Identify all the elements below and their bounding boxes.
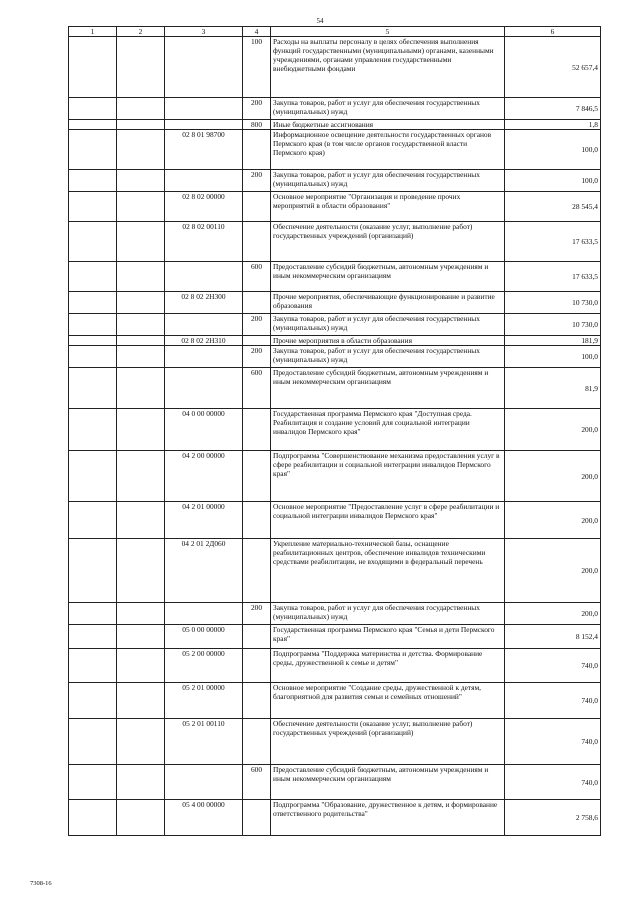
cell-subsection — [117, 451, 165, 502]
cell-subsection — [117, 683, 165, 719]
cell-expense-type: 200 — [243, 346, 271, 368]
cell-description: Информационное освещение деятельности государственных органов Пермского края (в том числе органов государственной власти Пермского края) — [271, 130, 505, 170]
budget-table — [68, 26, 601, 836]
table-row — [69, 765, 601, 800]
cell-target-article: 02 8 01 98700 — [165, 130, 243, 170]
cell-amount: 10 730,0 — [505, 314, 601, 336]
cell-section — [69, 314, 117, 336]
cell-target-article: 04 2 01 2Д060 — [165, 539, 243, 603]
cell-target-article: 04 2 00 00000 — [165, 451, 243, 502]
cell-description: Государственная программа Пермского края "Доступная среда. Реабилитация и создание условий для социальной интеграции инвалидов Пермского края" — [271, 409, 505, 451]
cell-description: Предоставление субсидий бюджетным, автономным учреждениям и иным некоммерческим организациям — [271, 765, 505, 800]
cell-section — [69, 170, 117, 192]
cell-section — [69, 262, 117, 292]
cell-section — [69, 368, 117, 409]
cell-target-article — [165, 98, 243, 120]
cell-description: Закупка товаров, работ и услуг для обеспечения государственных (муниципальных) нужд — [271, 346, 505, 368]
table-row — [69, 625, 601, 649]
table-row — [69, 539, 601, 603]
cell-target-article — [165, 262, 243, 292]
cell-amount: 200,0 — [505, 409, 601, 451]
cell-section — [69, 649, 117, 683]
cell-section — [69, 502, 117, 539]
cell-subsection — [117, 120, 165, 130]
cell-description: Закупка товаров, работ и услуг для обеспечения государственных (муниципальных) нужд — [271, 98, 505, 120]
cell-subsection — [117, 292, 165, 314]
cell-section — [69, 37, 117, 98]
cell-target-article — [165, 314, 243, 336]
cell-expense-type: 600 — [243, 262, 271, 292]
column-header: 6 — [505, 27, 601, 37]
table-row — [69, 451, 601, 502]
cell-target-article: 02 8 02 00110 — [165, 222, 243, 262]
cell-description: Иные бюджетные ассигнования — [271, 120, 505, 130]
cell-subsection — [117, 222, 165, 262]
cell-subsection — [117, 130, 165, 170]
cell-section — [69, 800, 117, 836]
cell-section — [69, 765, 117, 800]
cell-expense-type — [243, 292, 271, 314]
column-header: 2 — [117, 27, 165, 37]
cell-expense-type — [243, 683, 271, 719]
cell-description: Расходы на выплаты персоналу в целях обеспечения выполнения функций государственными (муниципальными) органами, казенными учреждениями, органами управления государственными внебюджетными фондами — [271, 37, 505, 98]
cell-description: Предоставление субсидий бюджетным, автономным учреждениям и иным некоммерческим организациям — [271, 262, 505, 292]
table-row — [69, 98, 601, 120]
cell-amount: 200,0 — [505, 502, 601, 539]
cell-amount: 100,0 — [505, 170, 601, 192]
cell-expense-type: 200 — [243, 603, 271, 625]
table-row — [69, 120, 601, 130]
cell-section — [69, 98, 117, 120]
cell-subsection — [117, 719, 165, 765]
cell-expense-type — [243, 719, 271, 765]
cell-subsection — [117, 539, 165, 603]
cell-target-article: 02 8 02 2Н310 — [165, 336, 243, 346]
cell-amount: 1,8 — [505, 120, 601, 130]
cell-description: Подпрограмма "Образование, дружественное к детям, и формирование ответственного родительства" — [271, 800, 505, 836]
cell-subsection — [117, 170, 165, 192]
cell-target-article: 05 0 00 00000 — [165, 625, 243, 649]
table-body — [69, 37, 601, 836]
cell-target-article — [165, 37, 243, 98]
table-row — [69, 346, 601, 368]
cell-subsection — [117, 192, 165, 222]
cell-description: Прочие мероприятия в области образования — [271, 336, 505, 346]
cell-subsection — [117, 98, 165, 120]
cell-amount: 100,0 — [505, 346, 601, 368]
column-header: 5 — [271, 27, 505, 37]
cell-description: Обеспечение деятельности (оказание услуг, выполнение работ) государственных учреждений (организаций) — [271, 222, 505, 262]
cell-expense-type: 200 — [243, 98, 271, 120]
table-row — [69, 314, 601, 336]
column-header: 1 — [69, 27, 117, 37]
cell-section — [69, 346, 117, 368]
cell-amount: 2 758,6 — [505, 800, 601, 836]
cell-target-article: 02 8 02 00000 — [165, 192, 243, 222]
cell-target-article: 04 0 00 00000 — [165, 409, 243, 451]
cell-subsection — [117, 314, 165, 336]
cell-expense-type — [243, 222, 271, 262]
cell-amount: 200,0 — [505, 539, 601, 603]
table-row — [69, 192, 601, 222]
cell-description: Закупка товаров, работ и услуг для обеспечения государственных (муниципальных) нужд — [271, 314, 505, 336]
cell-amount: 81,9 — [505, 368, 601, 409]
cell-description: Закупка товаров, работ и услуг для обеспечения государственных (муниципальных) нужд — [271, 170, 505, 192]
cell-expense-type — [243, 192, 271, 222]
cell-target-article: 04 2 01 00000 — [165, 502, 243, 539]
cell-section — [69, 539, 117, 603]
cell-target-article: 02 8 02 2Н300 — [165, 292, 243, 314]
table-row — [69, 800, 601, 836]
table-row — [69, 719, 601, 765]
cell-subsection — [117, 603, 165, 625]
cell-amount: 100,0 — [505, 130, 601, 170]
cell-target-article — [165, 346, 243, 368]
cell-expense-type — [243, 502, 271, 539]
cell-expense-type: 200 — [243, 170, 271, 192]
footer-document-code: 7308-16 — [30, 880, 52, 887]
page-number: 54 — [316, 17, 324, 25]
cell-section — [69, 409, 117, 451]
cell-subsection — [117, 765, 165, 800]
cell-amount: 28 545,4 — [505, 192, 601, 222]
table-header-row — [69, 27, 601, 37]
cell-target-article — [165, 603, 243, 625]
cell-expense-type — [243, 649, 271, 683]
cell-section — [69, 192, 117, 222]
cell-expense-type — [243, 130, 271, 170]
table-row — [69, 37, 601, 98]
table-row — [69, 170, 601, 192]
cell-subsection — [117, 800, 165, 836]
cell-expense-type — [243, 451, 271, 502]
cell-section — [69, 625, 117, 649]
cell-expense-type: 600 — [243, 368, 271, 409]
cell-subsection — [117, 409, 165, 451]
table-row — [69, 603, 601, 625]
cell-section — [69, 222, 117, 262]
cell-target-article — [165, 368, 243, 409]
cell-subsection — [117, 336, 165, 346]
cell-amount: 200,0 — [505, 603, 601, 625]
cell-section — [69, 719, 117, 765]
cell-section — [69, 336, 117, 346]
cell-expense-type — [243, 336, 271, 346]
table-row — [69, 222, 601, 262]
cell-description: Закупка товаров, работ и услуг для обеспечения государственных (муниципальных) нужд — [271, 603, 505, 625]
cell-subsection — [117, 649, 165, 683]
cell-target-article: 05 2 01 00000 — [165, 683, 243, 719]
cell-target-article — [165, 120, 243, 130]
cell-description: Основное мероприятие "Создание среды, дружественной к детям, благоприятной для развития семьи и семейных отношений" — [271, 683, 505, 719]
cell-target-article: 05 2 01 00110 — [165, 719, 243, 765]
cell-description: Подпрограмма "Совершенствование механизма предоставления услуг в сфере реабилитации и социальной интеграции инвалидов Пермского края" — [271, 451, 505, 502]
cell-amount: 17 633,5 — [505, 262, 601, 292]
cell-description: Подпрограмма "Поддержка материнства и детства. Формирование среды, дружественной к семье и детям" — [271, 649, 505, 683]
cell-description: Государственная программа Пермского края "Семья и дети Пермского края" — [271, 625, 505, 649]
cell-expense-type: 800 — [243, 120, 271, 130]
cell-description: Обеспечение деятельности (оказание услуг, выполнение работ) государственных учреждений (организаций) — [271, 719, 505, 765]
cell-section — [69, 603, 117, 625]
cell-amount: 8 152,4 — [505, 625, 601, 649]
cell-subsection — [117, 262, 165, 292]
table-row — [69, 130, 601, 170]
column-header: 4 — [243, 27, 271, 37]
cell-expense-type: 600 — [243, 765, 271, 800]
cell-amount: 10 730,0 — [505, 292, 601, 314]
column-header: 3 — [165, 27, 243, 37]
cell-description: Предоставление субсидий бюджетным, автономным учреждениям и иным некоммерческим организациям — [271, 368, 505, 409]
cell-description: Основное мероприятие "Предоставление услуг в сфере реабилитации и социальной интеграции инвалидов Пермского края" — [271, 502, 505, 539]
table-row — [69, 649, 601, 683]
cell-target-article — [165, 170, 243, 192]
cell-target-article — [165, 765, 243, 800]
cell-section — [69, 451, 117, 502]
cell-amount: 740,0 — [505, 719, 601, 765]
cell-amount: 52 657,4 — [505, 37, 601, 98]
table-row — [69, 502, 601, 539]
cell-target-article: 05 2 00 00000 — [165, 649, 243, 683]
table-row — [69, 336, 601, 346]
cell-target-article: 05 4 00 00000 — [165, 800, 243, 836]
cell-description: Основное мероприятие "Организация и проведение прочих мероприятий в области образования" — [271, 192, 505, 222]
cell-subsection — [117, 37, 165, 98]
cell-amount: 740,0 — [505, 765, 601, 800]
cell-description: Прочие мероприятия, обеспечивающие функционирование и развитие образования — [271, 292, 505, 314]
cell-section — [69, 120, 117, 130]
cell-expense-type — [243, 539, 271, 603]
cell-amount: 181,9 — [505, 336, 601, 346]
cell-expense-type — [243, 800, 271, 836]
cell-subsection — [117, 502, 165, 539]
cell-amount: 7 846,5 — [505, 98, 601, 120]
cell-section — [69, 130, 117, 170]
table-row — [69, 368, 601, 409]
cell-amount: 200,0 — [505, 451, 601, 502]
cell-subsection — [117, 625, 165, 649]
cell-amount: 740,0 — [505, 683, 601, 719]
cell-amount: 17 633,5 — [505, 222, 601, 262]
table-row — [69, 262, 601, 292]
cell-subsection — [117, 368, 165, 409]
cell-description: Укрепление материально-технической базы, оснащение реабилитационных центров, обеспечение инвалидов техническими средствами реабилитации, не входящими в федеральный перечень — [271, 539, 505, 603]
table-row — [69, 292, 601, 314]
cell-expense-type: 100 — [243, 37, 271, 98]
cell-subsection — [117, 346, 165, 368]
cell-expense-type — [243, 409, 271, 451]
cell-section — [69, 292, 117, 314]
table-row — [69, 409, 601, 451]
cell-expense-type: 200 — [243, 314, 271, 336]
table-row — [69, 683, 601, 719]
cell-amount: 740,0 — [505, 649, 601, 683]
cell-expense-type — [243, 625, 271, 649]
cell-section — [69, 683, 117, 719]
